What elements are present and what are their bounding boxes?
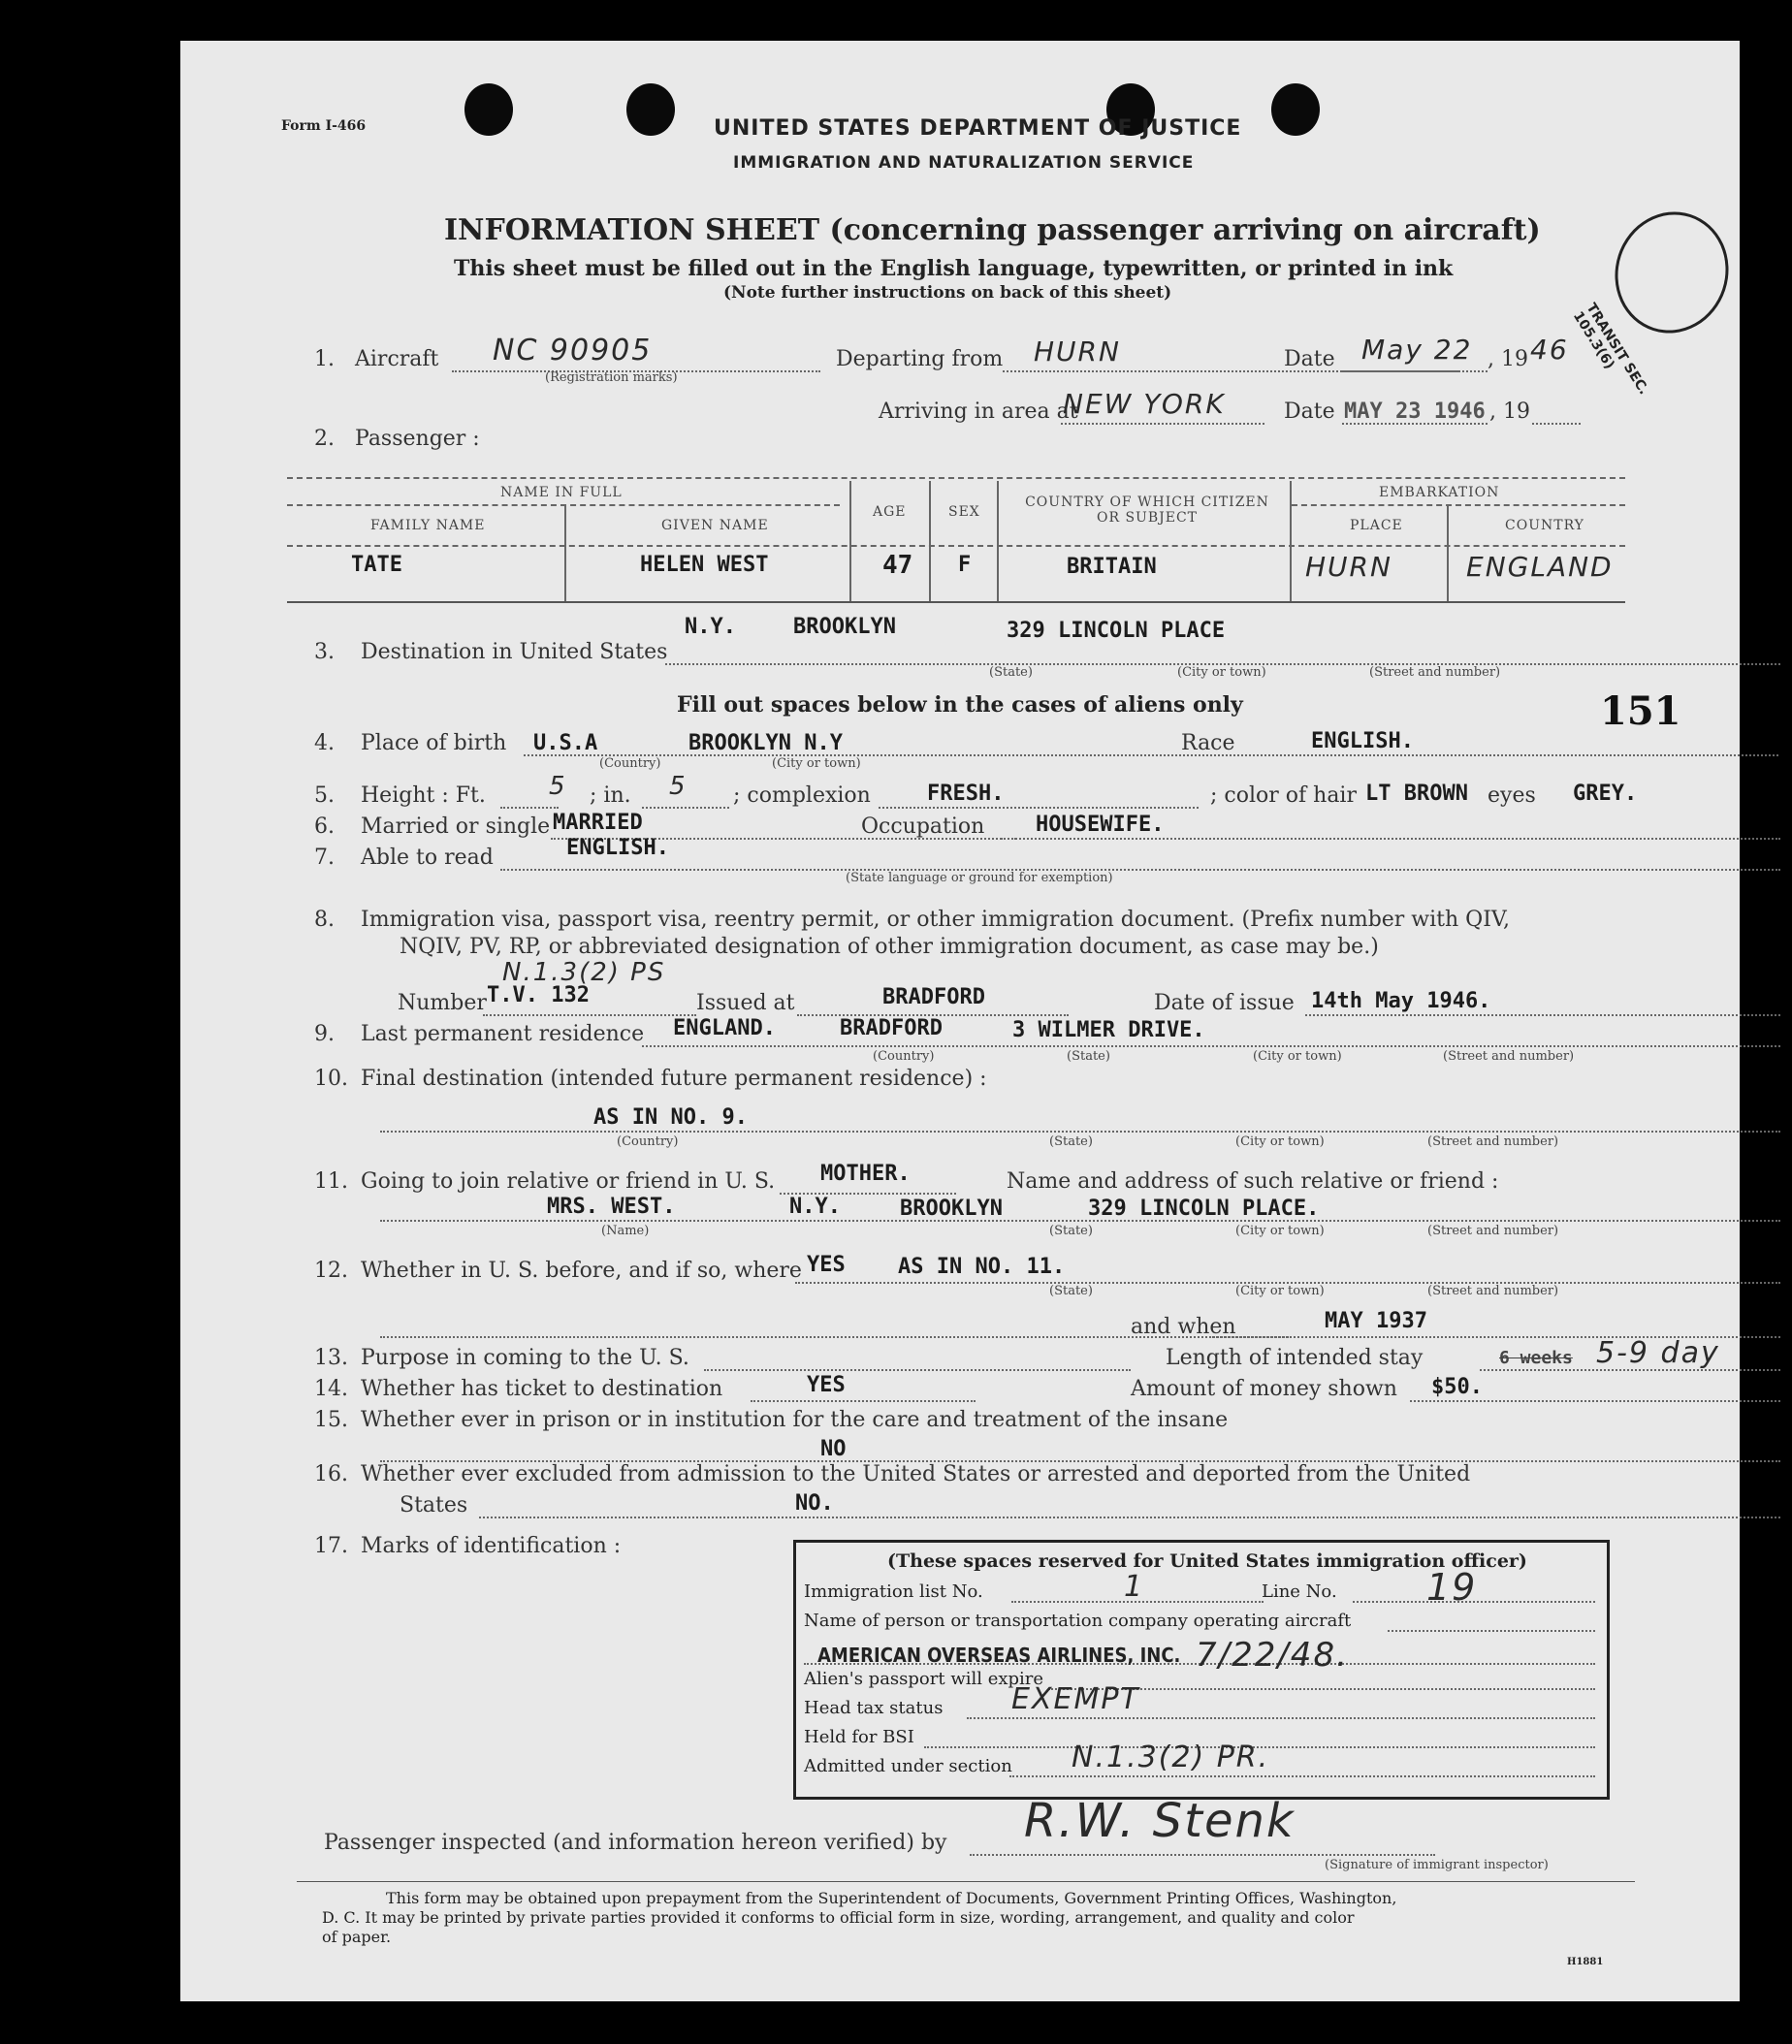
age-header: AGE (873, 504, 907, 520)
excluded-label-1: Whether ever excluded from admission to the United States or arrested and deported from the United (361, 1462, 1471, 1486)
stay-label: Length of intended stay (1166, 1346, 1424, 1370)
list-label: Immigration list No. (804, 1581, 983, 1602)
caption-state: (State) (1049, 1224, 1093, 1238)
destination-city: BROOKLYN (793, 615, 896, 639)
place-header: PLACE (1350, 518, 1403, 533)
residence-street: 3 WILMER DRIVE. (1012, 1018, 1205, 1042)
item-number: 3. (314, 640, 335, 664)
bsi-label: Held for BSI (804, 1727, 914, 1747)
hair-label: ; color of hair (1210, 783, 1357, 808)
officer-box (793, 1540, 1610, 1800)
eyes-label: eyes (1488, 783, 1536, 808)
caption-street: (Street and number) (1443, 1049, 1575, 1064)
arriving-label: Arriving in area at (879, 399, 1078, 424)
caption-state: (State) (1067, 1049, 1110, 1064)
footer-line-1: This form may be obtained upon prepayment from the Superintendent of Documents, Government Printing Offices, Washington, (386, 1889, 1397, 1907)
date-of-issue-value: 14th May 1946. (1311, 989, 1491, 1013)
marital-value: MARRIED (553, 811, 643, 835)
relative-city: BROOKLYN (900, 1197, 1003, 1221)
destination-label: Destination in United States (361, 640, 668, 664)
complexion-label: ; complexion (733, 783, 871, 808)
item-number: 13. (314, 1346, 348, 1370)
caption-street: (Street and number) (1369, 665, 1501, 680)
admitted-label: Admitted under section (804, 1756, 1012, 1776)
read-label: Able to read (361, 846, 494, 870)
number-label: Number (398, 991, 487, 1015)
footer-code: H1881 (1567, 1957, 1604, 1967)
item-number: 6. (314, 814, 335, 839)
citizenship-cell: BRITAIN (1067, 555, 1157, 579)
given-name-header: GIVEN NAME (661, 518, 769, 533)
footer-line-2: D. C. It may be printed by private parties provided it conforms to official form in size, wording, arrangement, and quality and color (322, 1908, 1355, 1927)
height-inches: 5 (669, 772, 688, 801)
passport-label: Alien's passport will expire (804, 1669, 1044, 1689)
signature-caption: (Signature of immigrant inspector) (1325, 1858, 1549, 1872)
caption-country: (Country) (617, 1134, 679, 1149)
form-number: Form I-466 (281, 118, 367, 134)
departure-year: 46 (1530, 334, 1569, 366)
arrival-year-suffix: , 19 (1489, 399, 1530, 424)
race-label: Race (1181, 731, 1235, 755)
sex-header: SEX (948, 504, 980, 520)
caption-name: (Name) (601, 1224, 650, 1238)
aliens-heading: Fill out spaces below in the cases of aliens only (677, 692, 1243, 718)
registration-caption: (Registration marks) (545, 370, 678, 385)
when-label: and when (1131, 1315, 1236, 1339)
relation-value: MOTHER. (820, 1162, 911, 1186)
birthplace-label: Place of birth (361, 731, 507, 755)
caption-city: (City or town) (1235, 1224, 1325, 1238)
operator-value: AMERICAN OVERSEAS AIRLINES, INC. (817, 1644, 1181, 1667)
when-value: MAY 1937 (1325, 1309, 1427, 1333)
prison-label: Whether ever in prison or in institution for the care and treatment of the insane (361, 1408, 1229, 1432)
read-value: ENGLISH. (566, 836, 669, 860)
page-title: INFORMATION SHEET (concerning passenger arriving on aircraft) (444, 213, 1541, 247)
complexion-value: FRESH. (927, 782, 1005, 806)
date-of-issue-label: Date of issue (1154, 991, 1295, 1015)
subtitle: This sheet must be filled out in the English language, typewritten, or printed in ink (454, 256, 1454, 281)
embark-country-cell: ENGLAND (1466, 551, 1614, 583)
headtax-value: EXEMPT (1011, 1682, 1140, 1716)
inspector-signature: R.W. Stenk (1024, 1794, 1296, 1848)
item-number: 1. (314, 347, 335, 371)
caption-state: (State) (1049, 1134, 1093, 1149)
family-name-header: FAMILY NAME (370, 518, 486, 533)
birth-city: BROOKLYN N.Y (688, 731, 843, 755)
occupation-label: Occupation (861, 814, 985, 839)
birth-country: U.S.A (533, 731, 598, 755)
document-number: T.V. 132 (487, 983, 590, 1007)
passenger-label: Passenger : (355, 427, 480, 451)
arriving-value: NEW YORK (1063, 388, 1226, 420)
departure-date: May 22 (1361, 334, 1473, 366)
inches-label: ; in. (590, 783, 631, 808)
item-number: 7. (314, 846, 335, 870)
race-value: ENGLISH. (1311, 729, 1414, 753)
note: (Note further instructions on back of this sheet) (723, 283, 1172, 303)
item-number: 5. (314, 783, 335, 808)
departing-label: Departing from (836, 347, 1004, 371)
document-handwritten-note: N.1.3(2) PS (502, 958, 666, 987)
caption-state: (State) (1049, 1284, 1093, 1298)
marks-label: Marks of identification : (361, 1534, 622, 1558)
transit-stamp (1599, 197, 1744, 348)
item-number: 15. (314, 1408, 348, 1432)
final-destination-value: AS IN NO. 9. (593, 1105, 748, 1130)
headtax-label: Head tax status (804, 1698, 944, 1718)
item-number: 8. (314, 908, 335, 932)
stay-typed-value: 6 weeks (1499, 1348, 1573, 1368)
caption-city: (City or town) (1235, 1284, 1325, 1298)
issued-at-value: BRADFORD (882, 985, 985, 1009)
residence-country: ENGLAND. (673, 1016, 776, 1040)
line-value: 19 (1426, 1566, 1478, 1609)
relative-state: N.Y. (789, 1195, 841, 1219)
document-text-1: Immigration visa, passport visa, reentry permit, or other immigration document. (Prefix number with QIV, (361, 908, 1510, 932)
inspection-label: Passenger inspected (and information hereon verified) by (324, 1831, 947, 1855)
item-number: 17. (314, 1534, 348, 1558)
previous-visit-label: Whether in U. S. before, and if so, where (361, 1259, 802, 1283)
embark-country-header: COUNTRY (1505, 518, 1584, 533)
item-number: 9. (314, 1022, 335, 1046)
excluded-value: NO. (795, 1491, 834, 1516)
punch-hole (626, 83, 675, 136)
caption-city: (City or town) (1177, 665, 1266, 680)
embark-place-cell: HURN (1305, 551, 1392, 583)
date-label: Date (1284, 347, 1335, 371)
marital-label: Married or single (361, 814, 551, 839)
ticket-value: YES (807, 1373, 846, 1397)
caption-country: (Country) (599, 756, 661, 771)
list-value: 1 (1124, 1570, 1145, 1604)
destination-street: 329 LINCOLN PLACE (1007, 619, 1226, 643)
height-feet: 5 (549, 772, 567, 801)
issued-at-label: Issued at (696, 991, 795, 1015)
embarkation-header: EMBARKATION (1379, 485, 1500, 500)
age-cell: 47 (882, 551, 913, 580)
service-title: IMMIGRATION AND NATURALIZATION SERVICE (733, 153, 1195, 173)
caption-street: (Street and number) (1427, 1134, 1559, 1149)
ticket-label: Whether has ticket to destination (361, 1377, 723, 1401)
height-label: Height : Ft. (361, 783, 486, 808)
excluded-label-2: States (400, 1493, 468, 1517)
punch-hole (1271, 83, 1320, 136)
family-name-cell: TATE (351, 553, 402, 577)
aircraft-label: Aircraft (355, 347, 439, 371)
punch-hole (464, 83, 513, 136)
last-residence-label: Last permanent residence (361, 1022, 645, 1046)
sex-cell: F (958, 553, 972, 577)
item-number: 16. (314, 1462, 348, 1486)
citizenship-header: COUNTRY OF WHICH CITIZEN OR SUBJECT (1025, 495, 1269, 526)
transit-stamp-text: TRANSIT SEC. 105.3(6) (1569, 301, 1652, 398)
form-sheet (180, 41, 1740, 2001)
item-number: 14. (314, 1377, 348, 1401)
arrival-date-label: Date (1284, 399, 1335, 424)
read-caption: (State language or ground for exemption) (846, 871, 1113, 885)
eyes-value: GREY. (1573, 782, 1638, 806)
officer-box-heading: (These spaces reserved for United States immigration officer) (887, 1550, 1527, 1572)
sheet-number: 151 (1600, 688, 1681, 734)
caption-city: (City or town) (1235, 1134, 1325, 1149)
money-value: $50. (1431, 1375, 1483, 1399)
final-destination-label: Final destination (intended future permanent residence) : (361, 1067, 987, 1091)
operator-label: Name of person or transportation company operating aircraft (804, 1611, 1352, 1631)
document-text-2: NQIV, PV, RP, or abbreviated designation of other immigration document, as case may be.) (400, 935, 1379, 959)
occupation-value: HOUSEWIFE. (1036, 813, 1165, 837)
previous-visit-value: YES (807, 1253, 846, 1277)
money-label: Amount of money shown (1131, 1377, 1397, 1401)
item-number: 10. (314, 1067, 348, 1091)
year-prefix: , 19 (1488, 347, 1528, 371)
previous-visit-where: AS IN NO. 11. (898, 1255, 1066, 1279)
destination-state: N.Y. (685, 615, 736, 639)
footer-line-3: of paper. (322, 1928, 392, 1946)
item-number: 2. (314, 427, 335, 451)
admitted-value: N.1.3(2) PR. (1072, 1741, 1270, 1774)
given-name-cell: HELEN WEST (640, 553, 769, 577)
stay-handwritten-value: 5-9 day (1596, 1336, 1720, 1370)
name-address-label: Name and address of such relative or friend : (1007, 1169, 1499, 1194)
aircraft-value: NC 90905 (493, 334, 653, 367)
line-label: Line No. (1262, 1581, 1337, 1602)
caption-street: (Street and number) (1427, 1224, 1559, 1238)
join-relative-label: Going to join relative or friend in U. S. (361, 1169, 776, 1194)
caption-city: (City or town) (772, 756, 861, 771)
item-number: 11. (314, 1169, 348, 1194)
caption-country: (Country) (873, 1049, 935, 1064)
passport-expiry-value: 7/22/48. (1196, 1636, 1349, 1675)
residence-city: BRADFORD (840, 1016, 943, 1040)
caption-street: (Street and number) (1427, 1284, 1559, 1298)
prison-value: NO (820, 1437, 847, 1461)
item-number: 4. (314, 731, 335, 755)
department-title: UNITED STATES DEPARTMENT OF JUSTICE (714, 116, 1242, 141)
relative-street: 329 LINCOLN PLACE. (1088, 1197, 1320, 1221)
departing-value: HURN (1034, 335, 1121, 367)
purpose-label: Purpose in coming to the U. S. (361, 1346, 689, 1370)
item-number: 12. (314, 1259, 348, 1283)
caption-city: (City or town) (1253, 1049, 1342, 1064)
caption-state: (State) (989, 665, 1033, 680)
arrival-date-stamp: MAY 23 1946 (1344, 399, 1486, 424)
relative-name: MRS. WEST. (547, 1195, 676, 1219)
name-in-full-header: NAME IN FULL (500, 485, 623, 500)
hair-value: LT BROWN (1365, 782, 1468, 806)
